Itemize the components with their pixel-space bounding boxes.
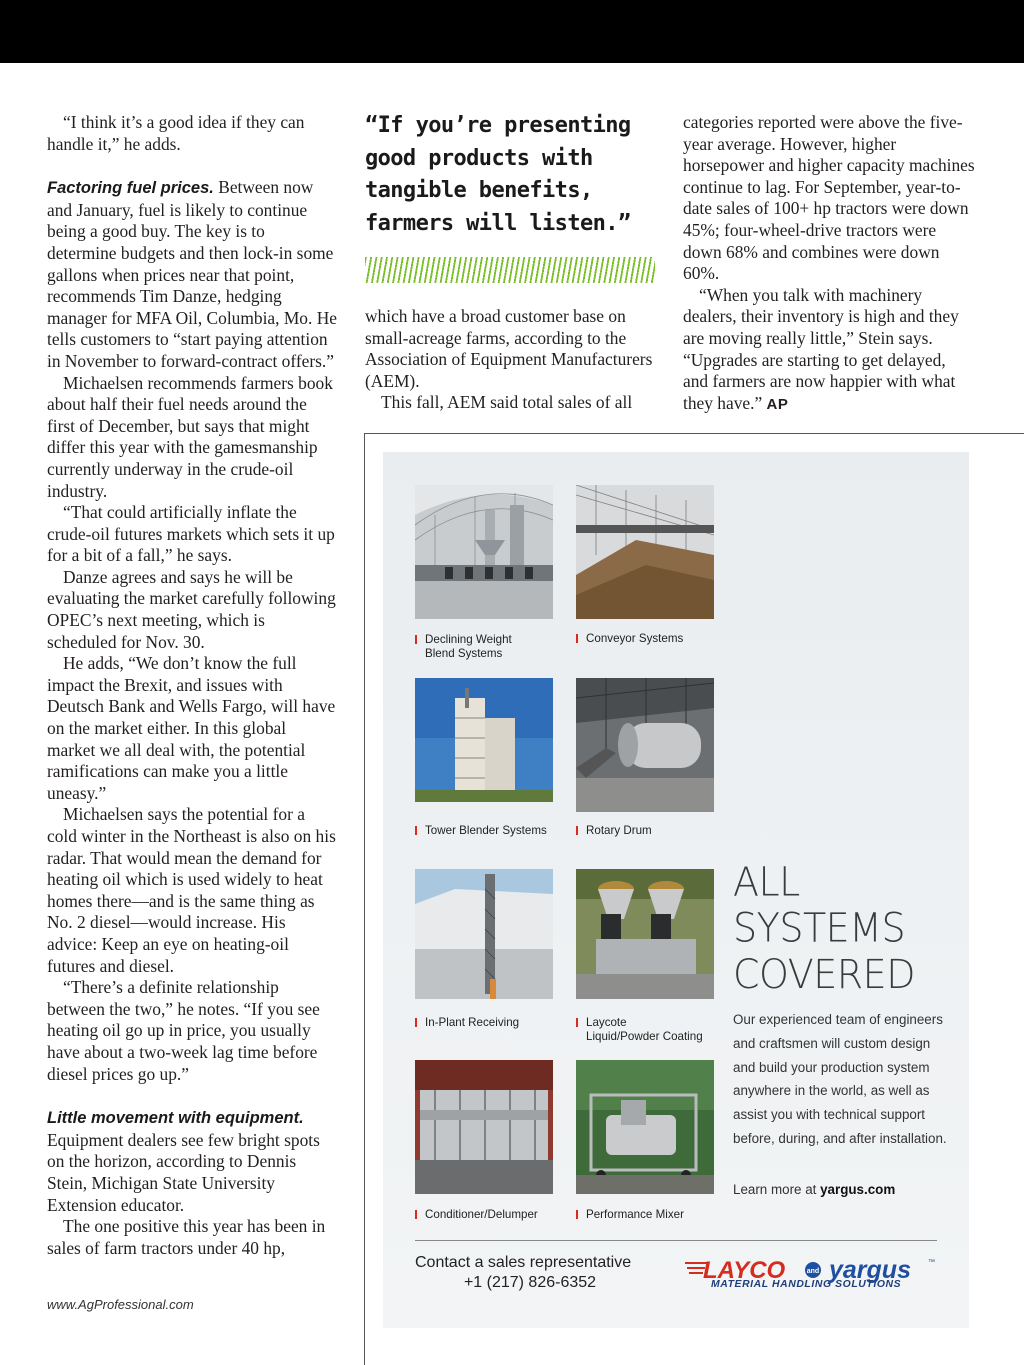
photo-rotary-drum [576, 678, 714, 812]
caption-laycote: Laycote Liquid/Powder Coating [576, 1016, 703, 1043]
logo-tagline: MATERIAL HANDLING SOLUTIONS [711, 1279, 902, 1290]
paragraph: “I think it’s a good idea if they can handle it,” he adds. [47, 112, 305, 154]
ad-body-text: Our experienced team of engineers and craftsmen will custom design and build your production system anywhere in the world, as well as assist you with technical support before, during, and after installation. [733, 1012, 947, 1146]
paragraph: Factoring fuel prices. Between now and January, fuel is likely to continue being a good buy. The key is to determine budgets and then lock-in some gallons when prices near that point, recommends Tim Danze, hedging manager for MFA Oil, Columbia, Mo. He tells customers to “start paying attention in November to forward-contract offers.” [47, 177, 337, 371]
author-signature: AP [766, 395, 789, 413]
paragraph: “When you talk with machinery dealers, their inventory is high and they are moving really little,” Stein says. “Upgrades are starting to get delayed, and farmers are now happier with what they have.” AP [683, 284, 959, 413]
logo-and: and [806, 1268, 820, 1275]
advertisement[interactable] [383, 452, 969, 1328]
phone-number[interactable]: +1 (217) 826-6352 [463, 1274, 597, 1291]
caption-conditioner: Conditioner/Delumper [415, 1208, 538, 1222]
photo-conveyor-systems [576, 485, 714, 619]
green-hatch-divider [365, 257, 655, 283]
paragraph: Michaelsen recommends farmers book about half their fuel needs around the first of December, but says that might differ this year with the gamesmanship currently underway in the crude-oil industry. [47, 372, 333, 501]
paragraph: He adds, “We don’t know the full impact the Brexit, and issues with Deutsch Bank and Wells Fargo, will have on the market either. In this global market we all deal with, the potential ramifications can make you a little uneasy.” [47, 653, 336, 803]
top-black-bar [0, 0, 1024, 63]
yargus-wordmark: yargus [829, 1256, 911, 1284]
subhead-little-movement: Little movement with equipment. [47, 1109, 304, 1128]
photo-laycote-coating [576, 869, 714, 1003]
paragraph: categories reported were above the five-year average. However, higher horsepower and higher capacity machines continue to lag. For September, year-to-date sales of 100+ hp tractors were down 45%; four-wheel-drive tractors were down 68% and combines were down 60%. [683, 112, 975, 284]
ad-divider [415, 1240, 937, 1241]
paragraph: “That could artificially inflate the crude-oil futures markets which sets it up for a bit of a fall,” he says. [47, 502, 335, 566]
paragraph: The one positive this year has been in sales of farm tractors under 40 hp, [47, 1216, 326, 1258]
yargus-link[interactable]: yargus.com [820, 1182, 896, 1197]
subhead-factoring-fuel-prices: Factoring fuel prices. [47, 179, 214, 198]
article-column-2 [365, 306, 657, 414]
paragraph: “There’s a definite relationship between the two,” he notes. “If you see heating oil go up in price, you usually have about a two-week lag time before diesel prices go up.” [47, 977, 320, 1084]
learn-more[interactable]: Learn more at yargus.com [733, 1182, 896, 1197]
sales-contact: Contact a sales representative +1 (217) 826-6352 [415, 1253, 645, 1293]
caption-conveyor-systems: Conveyor Systems [576, 632, 683, 646]
layco-wordmark: LAYCO [703, 1257, 786, 1284]
photo-performance-mixer [576, 1060, 714, 1194]
photo-conditioner-delumper [415, 1060, 553, 1194]
ad-headline: ALL SYSTEMS COVERED [733, 858, 915, 998]
caption-rotary-drum: Rotary Drum [576, 824, 652, 838]
svg-text:™: ™ [928, 1259, 935, 1266]
article-column-3 [683, 112, 975, 415]
paragraph: Michaelsen says the potential for a cold winter in the Northeast is also on his radar. That would mean the demand for heating oil which is used widely to heat homes there—and is the same thing as No. 2 diesel—would increase. His advice: Keep an eye on heating-oil futures and diesel. [47, 804, 336, 976]
caption-in-plant-receiving: In-Plant Receiving [415, 1016, 519, 1030]
caption-performance-mixer: Performance Mixer [576, 1208, 684, 1222]
photo-declining-weight [415, 485, 553, 619]
article-column-1 [47, 112, 337, 1259]
caption-declining-weight: Declining Weight Blend Systems [415, 633, 512, 660]
pull-quote: “If you’re presenting good products with tangible benefits, farmers will listen.” [365, 113, 631, 236]
footer-url[interactable]: www.AgProfessional.com [47, 1297, 194, 1312]
paragraph: Danze agrees and says he will be evaluating the market carefully following OPEC’s next meeting, which is scheduled for Nov. 30. [47, 566, 336, 652]
photo-in-plant-receiving [415, 869, 553, 1003]
paragraph: which have a broad customer base on small-acreage farms, according to the Association of Equipment Manufacturers (AEM). [365, 306, 653, 391]
paragraph: Little movement with equipment. Equipment dealers see few bright spots on the horizon, according to Dennis Stein, Michigan State University Extension educator. [47, 1109, 320, 1215]
paragraph: This fall, AEM said total sales of all [381, 392, 633, 413]
photo-tower-blender [415, 678, 553, 812]
caption-tower-blender: Tower Blender Systems [415, 824, 547, 838]
